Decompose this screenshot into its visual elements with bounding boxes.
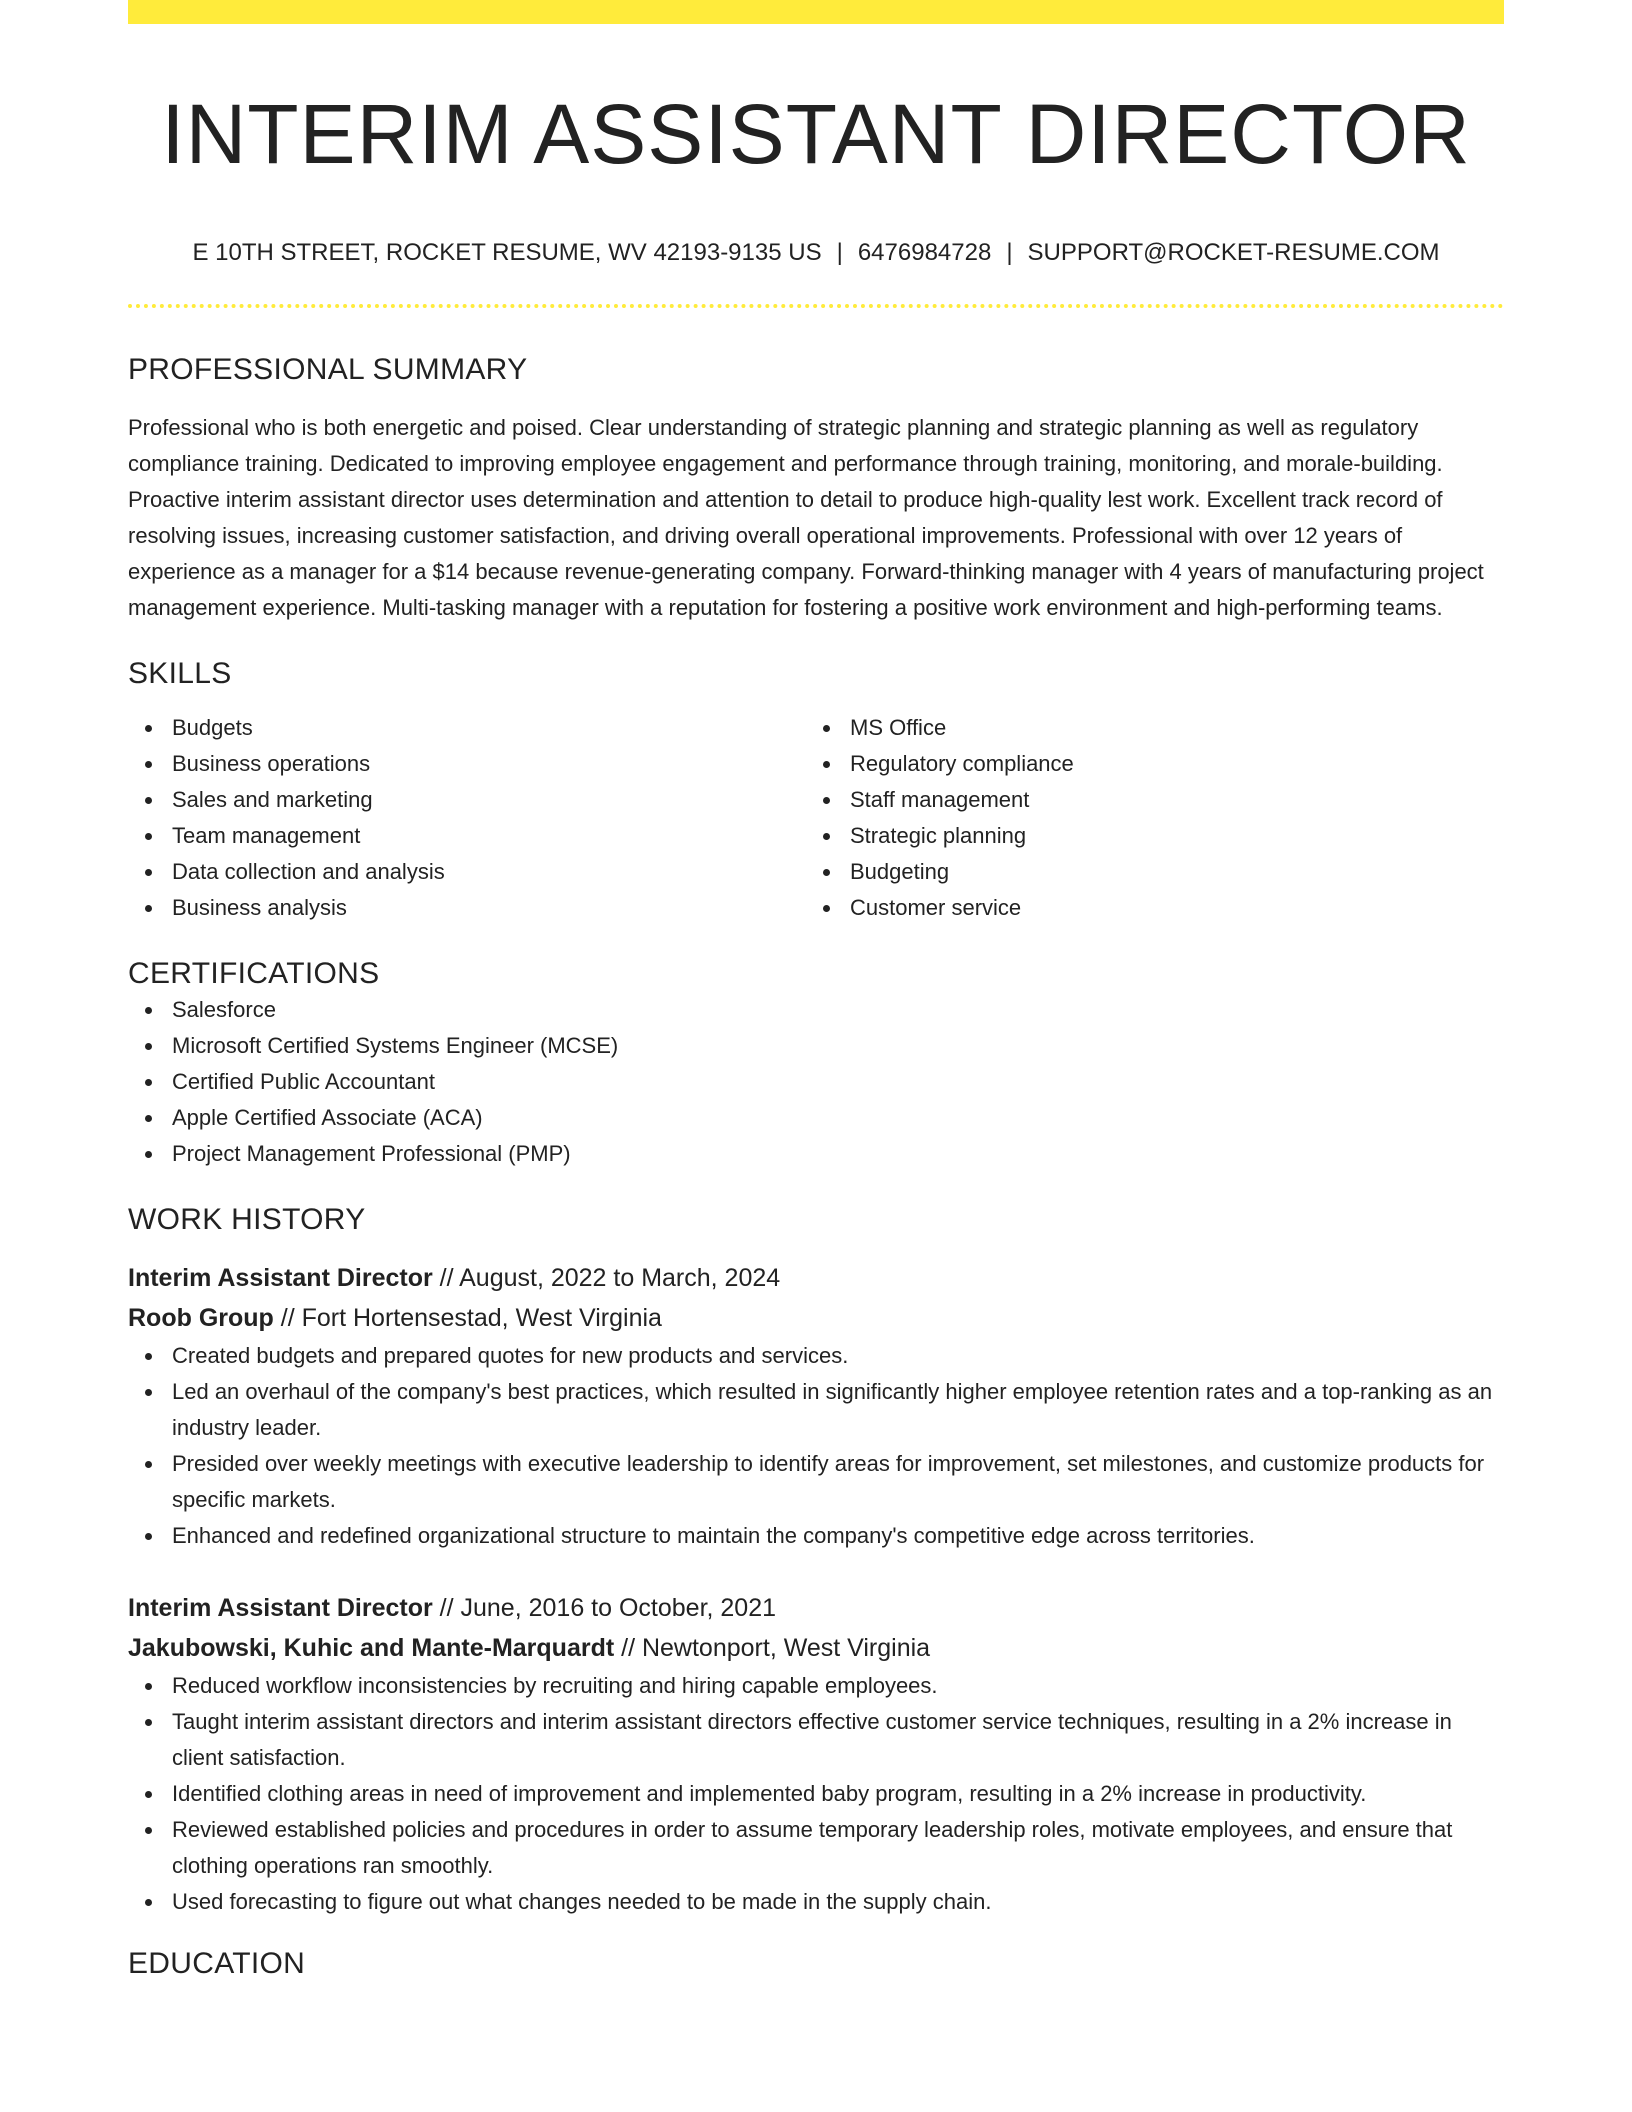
contact-line [128, 237, 1504, 268]
certification-item: Certified Public Accountant [172, 1064, 1504, 1100]
job-company-line [128, 1298, 1504, 1338]
skill-item: Sales and marketing [172, 782, 806, 818]
skill-item: Team management [172, 818, 806, 854]
candidate-title: INTERIM ASSISTANT DIRECTOR [161, 87, 1471, 181]
job-bullets [128, 1338, 1504, 1554]
contact-email[interactable]: SUPPORT@ROCKET-RESUME.COM [1027, 238, 1440, 266]
summary-text: Professional who is both energetic and poised. Clear understanding of strategic planning and strategic planning as well as regulatory compliance training. Dedicated to improving employee engagement and performance through training, monitoring, and morale-building. Proactive interim assistant director uses determination and attention to detail to produce high-quality lest work. Excellent track record of resolving issues, increasing customer satisfaction, and driving overall operational improvements. Professional with over 12 years of experience as a manager for a $14 because revenue-generating company. Forward-thinking manager with 4 years of manufacturing project management experience. Multi-tasking manager with a reputation for fostering a positive work environment and high-performing teams. [128, 414, 1484, 620]
skill-item: Customer service [850, 890, 1484, 926]
job-bullet: Led an overhaul of the company's best practices, which resulted in significantly higher employee retention rates and a top-ranking as an industry leader. [172, 1374, 1504, 1446]
job-bullet: Reduced workflow inconsistencies by recruiting and hiring capable employees. [172, 1668, 1504, 1704]
contact-separator: | [1006, 238, 1013, 266]
job-entry [128, 1588, 1504, 1920]
job-role-line [128, 1258, 1504, 1298]
job-bullet: Taught interim assistant directors and interim assistant directors effective customer service techniques, resulting in a 2% increase in client satisfaction. [172, 1704, 1504, 1776]
job-dates: // June, 2016 to October, 2021 [432, 1593, 777, 1622]
job-bullets [128, 1668, 1504, 1920]
skill-item: Budgeting [850, 854, 1484, 890]
job-bullet: Reviewed established policies and procedures in order to assume temporary leadership roles, motivate employees, and ensure that clothing operations ran smoothly. [172, 1812, 1504, 1884]
job-bullet: Used forecasting to figure out what changes needed to be made in the supply chain. [172, 1884, 1504, 1920]
skill-item: Budgets [172, 710, 806, 746]
skills-heading: SKILLS [128, 656, 232, 690]
job-bullet: Presided over weekly meetings with executive leadership to identify areas for improvement, set milestones, and customize products for specific markets. [172, 1446, 1504, 1518]
job-bullet: Created budgets and prepared quotes for new products and services. [172, 1338, 1504, 1374]
skill-item: Regulatory compliance [850, 746, 1484, 782]
job-role: Interim Assistant Director [128, 1593, 433, 1622]
certification-item: Apple Certified Associate (ACA) [172, 1100, 1504, 1136]
skill-item: Business analysis [172, 890, 806, 926]
job-bullet: Identified clothing areas in need of improvement and implemented baby program, resulting in a 2% increase in productivity. [172, 1776, 1504, 1812]
skill-item: Data collection and analysis [172, 854, 806, 890]
job-role-line [128, 1588, 1504, 1628]
skill-item: Staff management [850, 782, 1484, 818]
contact-separator: | [836, 238, 843, 266]
skills-list-right [806, 710, 1484, 926]
contact-phone[interactable]: 6476984728 [857, 238, 992, 266]
job-entry [128, 1258, 1504, 1554]
accent-top-bar [128, 0, 1504, 24]
skills-list-left [128, 710, 806, 926]
contact-address: E 10TH STREET, ROCKET RESUME, WV 42193-9135 US [192, 238, 822, 266]
job-location: // Fort Hortensestad, West Virginia [273, 1303, 662, 1332]
job-company-line [128, 1628, 1504, 1668]
job-dates: // August, 2022 to March, 2024 [432, 1263, 781, 1292]
job-bullet: Enhanced and redefined organizational structure to maintain the company's competitive edge across territories. [172, 1518, 1504, 1554]
skill-item: MS Office [850, 710, 1484, 746]
resume-page [128, 0, 1504, 1982]
job-company: Roob Group [128, 1303, 274, 1332]
certifications-list [128, 992, 1504, 1172]
skill-item: Strategic planning [850, 818, 1484, 854]
skills-columns [128, 710, 1504, 926]
summary-heading: PROFESSIONAL SUMMARY [128, 352, 528, 386]
skills-column-right [806, 710, 1484, 926]
job-company: Jakubowski, Kuhic and Mante-Marquardt [128, 1633, 615, 1662]
certification-item: Project Management Professional (PMP) [172, 1136, 1504, 1172]
job-location: // Newtonport, West Virginia [614, 1633, 931, 1662]
certification-item: Microsoft Certified Systems Engineer (MCSE) [172, 1028, 1504, 1064]
skills-column-left [128, 710, 806, 926]
dotted-divider [128, 304, 1504, 308]
job-role: Interim Assistant Director [128, 1263, 433, 1292]
education-heading: EDUCATION [128, 1946, 306, 1980]
certification-item: Salesforce [172, 992, 1504, 1028]
certifications-heading: CERTIFICATIONS [128, 956, 380, 990]
work-history-heading: WORK HISTORY [128, 1202, 366, 1236]
skill-item: Business operations [172, 746, 806, 782]
